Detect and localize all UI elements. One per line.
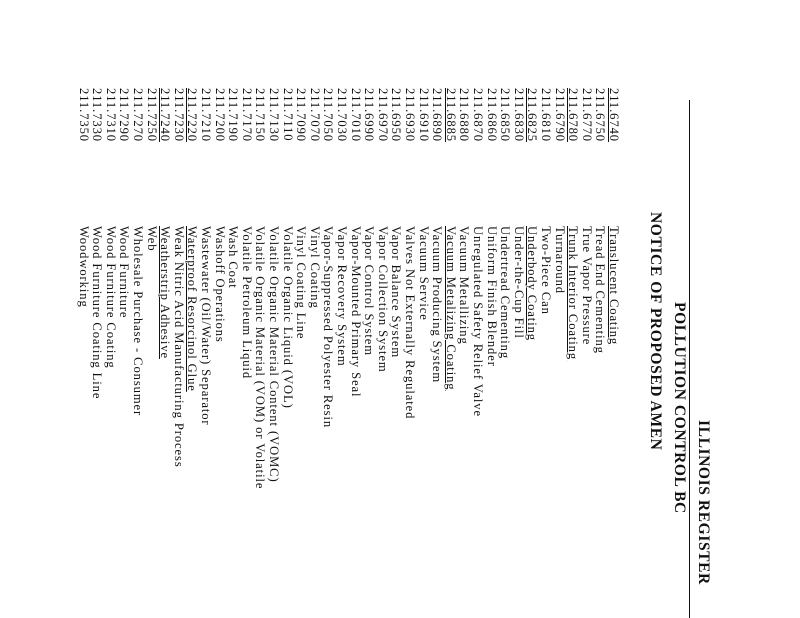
section-number: 211.6825	[525, 88, 540, 142]
defined-term: Valves Not Externally Regulated	[403, 226, 417, 420]
defined-term: Underbody Coating	[525, 226, 540, 341]
section-number: 211.7310	[103, 88, 118, 142]
defined-term: Vacuum Service	[416, 226, 431, 321]
section-number: 211.6880	[457, 88, 472, 142]
defined-term: Vacuum Metallizing	[457, 226, 472, 345]
section-number: 211.6885	[443, 88, 458, 142]
defined-term: Web	[144, 226, 159, 252]
section-number: 211.6990	[362, 88, 377, 142]
defined-term: Wash Coat	[226, 226, 241, 289]
defined-term: Vapor-Mounted Primary Seal	[348, 226, 363, 398]
register-title: ILLINOIS REGISTER	[695, 420, 712, 585]
section-number: 211.7210	[199, 88, 213, 142]
section-number: 211.6770	[579, 88, 594, 142]
section-number: 211.7220	[185, 88, 200, 142]
section-number: 211.6950	[389, 88, 404, 142]
defined-term: Vinyl Coating Line	[294, 226, 309, 340]
section-number: 211.7250	[144, 88, 159, 142]
defined-term: Volatile Organic Material Content (VOMC)	[267, 226, 281, 483]
defined-term: Weatherstrip Adhesive	[158, 226, 173, 359]
section-number: 211.7350	[76, 88, 91, 142]
defined-term: Wood Furniture Coating Line	[90, 226, 105, 400]
defined-term: Woodworking	[76, 226, 91, 308]
section-number: 211.7200	[212, 88, 227, 142]
section-number: 211.7190	[226, 88, 241, 142]
notice-title: NOTICE OF PROPOSED AMEN	[647, 212, 664, 451]
defined-term: Tread End Cementing	[593, 226, 608, 354]
header-rule	[689, 100, 690, 618]
section-number: 211.7070	[307, 88, 322, 142]
section-number: 211.7290	[117, 88, 132, 142]
defined-term: Wood Furniture	[117, 226, 132, 319]
section-number: 211.7090	[294, 88, 309, 142]
section-number: 211.7010	[348, 88, 363, 142]
section-number: 211.6780	[566, 88, 581, 142]
section-number: 211.6870	[471, 88, 485, 142]
section-number: 211.7240	[158, 88, 173, 142]
defined-term: Vapor Recovery System	[335, 226, 349, 367]
section-number: 211.6910	[416, 88, 431, 142]
section-number: 211.6860	[484, 88, 499, 142]
section-number: 211.7130	[267, 88, 281, 142]
defined-term: Two-Piece Can	[539, 226, 553, 315]
section-number: 211.7270	[131, 88, 145, 142]
section-number: 211.7110	[280, 88, 295, 142]
section-number: 211.6790	[552, 88, 567, 142]
section-number: 211.7330	[90, 88, 105, 142]
section-number: 211.6850	[498, 88, 513, 142]
defined-term: Vacuum Metalizing Coating	[443, 226, 458, 391]
section-number: 211.6810	[539, 88, 553, 142]
section-number: 211.7030	[335, 88, 349, 142]
defined-term: Under-the-Cup Fill	[511, 226, 526, 339]
defined-term: Wood Furniture Coating	[103, 226, 118, 369]
defined-term: Washoff Operations	[212, 226, 227, 343]
defined-term: Uniform Finish Blender	[484, 226, 499, 367]
defined-term: Vapor Collection System	[375, 226, 390, 373]
section-number: 211.6750	[593, 88, 608, 142]
defined-term: Volatile Petroleum Liquid	[239, 226, 254, 380]
defined-term: Wastewater (Oil/Water) Separator	[199, 226, 213, 426]
defined-term: Volatile Organic Liquid (VOL)	[280, 226, 295, 409]
board-title: POLLUTION CONTROL BC	[671, 302, 688, 514]
defined-term: True Vapor Pressure	[579, 226, 594, 346]
defined-term: Weak Nitric Acid Manufacturing Process	[171, 226, 186, 468]
section-number: 211.6930	[403, 88, 417, 142]
section-number: 211.7170	[239, 88, 254, 142]
defined-term: Vapor Control System	[362, 226, 377, 356]
section-number: 211.7050	[321, 88, 336, 142]
defined-term: Trunk Interior Coating	[566, 226, 581, 361]
section-number: 211.6890	[430, 88, 445, 142]
section-number: 211.7150	[253, 88, 268, 142]
defined-term: Vapor Balance System	[389, 226, 404, 359]
defined-term: Translucent Coating	[607, 226, 621, 346]
defined-term: Vinyl Coating	[307, 226, 322, 309]
section-number: 211.7230	[171, 88, 186, 142]
section-number: 211.6740	[607, 88, 621, 142]
defined-term: Vapor-Suppressed Polyester Resin	[321, 226, 336, 429]
defined-term: Volatile Organic Material (VOM) or Volatile	[253, 226, 268, 490]
section-number: 211.6830	[511, 88, 526, 142]
defined-term: Unregulated Safety Relief Valve	[471, 226, 485, 417]
defined-term: Turnaround	[552, 226, 567, 295]
defined-term: Waterproof Resorcinol Glue	[185, 226, 200, 392]
defined-term: Vacuum Producing System	[430, 226, 445, 384]
section-number: 211.6970	[375, 88, 390, 142]
defined-term: Wholesale Purchase - Consumer	[131, 226, 145, 417]
defined-term: Undertread Cementing	[498, 226, 513, 360]
